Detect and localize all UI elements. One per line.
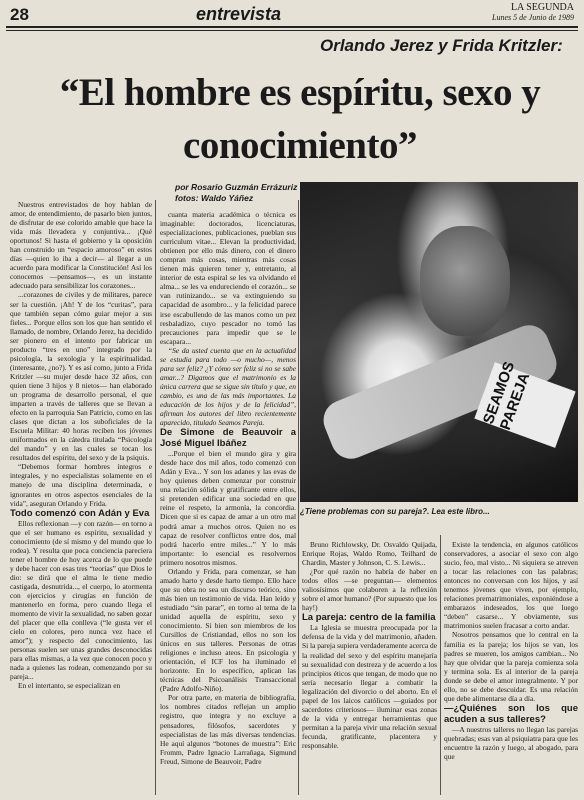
paragraph: ...corazones de civiles y de militares, parece ser la cuestión. ¡Ah! Y de los “curitas”, para que también sepan cómo guiar mejor a sus fieles... Porque ellos son los que han sentido el llamado, de nombre, Orlando Jerez, ha decidido ser pionero en el intento por fabricar un producto “tres en uno” integrado por la psicología, la sexología y la espiritualidad. (interesante, ¿no?). Y es así como, junto a Frida Kritzler —su mujer desde hace 32 años, con quien tiene 3 hijos y 8 nietos— han elaborado un programa de desarrollo personal, el que imparten a través de talleres que se llevan a efecto en la parroquia San Patricio, como en las clases que dictan a los suboficiales de la Escuela Militar: 40 horas reciben los jóvenes uniformados en la cátedra titulada “Psicología del mando” y en las cuales se tocan los resultados del espíritu, del sexo y de la psiquis. [10,290,152,463]
kicker: Orlando Jerez y Frida Kritzler: [320,36,563,55]
byline [175,182,297,204]
photo-book-cover: SEAMOS PAREJA [474,362,575,448]
paragraph: ¿Por qué razón no habría de haber en todos ellos —se preguntan— elementos valiosísimos que colaboren a la reflexión sobre el amor humano? (Por supuesto que los hay!) [302,567,437,613]
paragraph: “Se da usted cuenta que en la actualidad se estudia para todo —o mucho—, menos para ser feliz? ¿Y cómo ser feliz si no se sabe amar...? Digamos que el matrimonio es la única carrera que se sigue sin título y que, en cambio, es una de las más importantes. La educación de los hijos y de la felicidad”, afirman los autores del libro recientemente aparecido, titulado Seamos Pareja. [160,345,296,428]
article-column-2 [160,210,296,795]
paragraph: Nuestros entrevistados de hoy hablan de amor, de entendimiento, de pasarlo bien juntos, de disfrutar de ese colorido amable que hace la vida más llevadera y conjuntiva... ¡Qué oportunos! Si hasta el gobierno y la oposición han construido un “espacio amoroso” en estos días —quien lo iba a decir— al llegar a un acuerdo para modificar la Constitución! Así los conocemos —pensamos—, es un instante adecuado para sensibilizar los corazones... [10,200,152,291]
column-divider [155,200,156,795]
masthead-date: Lunes 5 de Junio de 1989 [492,13,574,22]
headline: “El hombre es espíritu, sexo y conocimiento” [59,71,541,167]
photo-face [420,226,510,336]
photo-caption: ¿Tiene problemas con su pareja?. Lea este libro... [300,507,490,516]
byline-author: por Rosario Guzmán Errázuriz [175,182,298,192]
article-column-4 [444,540,578,795]
byline-photos: fotos: Waldo Yáñez [175,193,254,203]
paragraph: —A nuestros talleres no llegan las parejas quebradas; esas van al psiquiatra para que les encuentre la razón y luego, al abogado, para que [444,724,578,761]
paragraph: Por otra parte, en materia de bibliografía, los nombres citados reflejan un amplio registro, que integra y no excluye a pensadores, filósofos, sacerdotes y especialistas de las más diversas tendencias. He aquí algunos “botones de muestra”: Eric Fromm, Padre Ignacio Larrañaga, Sigmund Freud, Simone de Beauvoir, Padre [160,693,296,766]
paragraph: Ellos reflexionan —y con razón— en torno a que el ser humano es espíritu, sexualidad y conocimiento (de sí mismo y del mundo que lo rodea). Y resulta que poca conciencia pareciera tener el hombre de hoy acerca de lo que puede y debe hacer con esas tres “teorías” que Dios le dio: se dirá que el alma le tiene medio castigada, desnutrida..., el cuerpo, lo atormenta con ejercicios y cirugías en función de mantenerlo en forma, pero cuando llega el momento de vivir la sexualidad, no saben gozar del placer que ella conlleva (“le gusta ver el cielo en colores, pero nunca vez hace el amor”); y respecto del conocimiento, las personas suelen ser unas grandes desconocidas para ellas mismas, a la vez que conocen poco y nada a quienes las rodean, comenzando por su pareja... [10,518,152,682]
page-number: 28 [10,5,29,24]
paragraph: Orlando y Frida, para comenzar, se han amado harto y desde harto tiempo. Ello hace que su obra no sea un discurso teórico, sino más bien un testimonio de vida. Han leído y estudiado “sin parar”, en torno al tema de la unidad aquella de espíritu, sexo y conocimiento. Si bien son miembros de los Cursillos de Cristiandad, ellos no son los únicos en sus talleres. Personas de otras religiones e incluso ateos. En psicología y orientación, el ICF los ha iluminado el horizonte. En lo específico, aplican las técnicas del Psicoanálisis Transaccional (Padre Adolfo-Niño). [160,566,296,694]
paragraph: Existe la tendencia, en algunos católicos conservadores, a asociar el sexo con algo sucio, feo, mal visto... Ni siquiera se atreven a tocar las relaciones con las palabras; entonces no conversan con los hijos, y así tenemos jóvenes que viven, por ejemplo, relaciones prematrimoniales, exponiéndose a embarazos indeseados, los que luego “deben” casarse... Y obviamente, sus matrimonios suelen fracasar a corto andar. [444,540,578,631]
article-column-1 [10,200,152,795]
column-divider [440,535,441,795]
masthead [492,3,574,23]
paragraph: Nosotros pensamos que lo central en la familia es la pareja; los hijos se van, los padres se mueren, los amigos cambian... No hay que olvidar que la pareja comienza sola y termina sola. Es al interior de la pareja donde se debe el amor integralmente. Y por ello, no se debe descuidar. Es una relación que debe alimentarse día a día. [444,630,578,703]
article-photo [300,182,578,502]
header-rule [6,26,578,28]
masthead-name: LA SEGUNDA [510,2,574,13]
article-column-3 [302,540,437,795]
paragraph: En el intertanto, se especializan en [18,681,121,691]
subheading: De Simone de Beauvoir a José Miguel Ibáñez [160,427,296,450]
paragraph: La Iglesia se muestra preocupada por la defensa de la vida y del matrimonio, añaden. Si la pareja supiera verdaderamente acerca de la realidad del sexo y del espíritu manejaría su sexualidad con destreza y de acuerdo a los principios éticos que tengan, de modo que no sería necesario llegar a combatir la legalización del divorcio o del aborto. En el papel de los laicos católicos —guiados por sacerdotes criteriosos— iluminar esas zonas de la vida y entregar herramientas que permitan a la pareja vivir una relación sexual fecunda, gratificante, placentera y responsable. [302,623,437,750]
paragraph: cuanta materia académica o técnica es imaginable: doctorados, licenciaturas, especializaciones, publicaciones, pueblan sus curriculum vitae... Elevan la productividad, obtienen por ello más dinero, con el dinero compran más cosas, mientras más cosas tienen más quieren tener y, entretanto, al interior de esta espiral se les va olvidando el alma... se les va endureciendo el corazón... se van rutinizando... se va extinguiendo su capacidad de asombro... y la felicidad parece irse escabullendo de las manos como un pez resbaladizo, cuyo pescador no tomó las precauciones para impedir que se le escapara... [160,210,296,346]
paragraph: Bruno Richlowsky, Dr. Osvaldo Quijada, Enrique Rojas, Waldo Romo, Teilhard de Chardin, Master y Johnson, C. S. Lewis... [302,540,437,568]
column-divider [298,200,299,795]
subheading: —¿Quiénes son los que acuden a sus talleres? [444,702,578,725]
header-rule-thin [6,30,578,31]
section-name: entrevista [196,4,282,24]
paragraph: ...Porque el bien el mundo gira y gira desde hace dos mil años, todo comenzó con Adán y Eva... Y son los adanes y las evas de hoy quienes deben comenzar por construir una relación sólida y gratificante entre ellos, si pretenden edificar una sociedad en que reine el respeto, la armonía, la concordia. Dicen que si es capaz de amar a un otro mal podrá amar a muchos otros. Quien no es capaz de resolver conflictos entre dos, mal podrá hacerlo entre miles...” Y lo más importante: lo esencial es resolvernos primero nosotros mismos. [160,449,296,567]
subheading: Todo comenzó con Adán y Eva [10,507,150,519]
paragraph: “Debemos formar hombres íntegros e integrales, y no especialistas solamente en el manejo de una disciplina determinada, e ignorantes en otros aspectos esenciales de la vida”, aseguran Orlando y Frida. [10,462,152,508]
subheading: La pareja: centro de la familia [302,612,436,624]
